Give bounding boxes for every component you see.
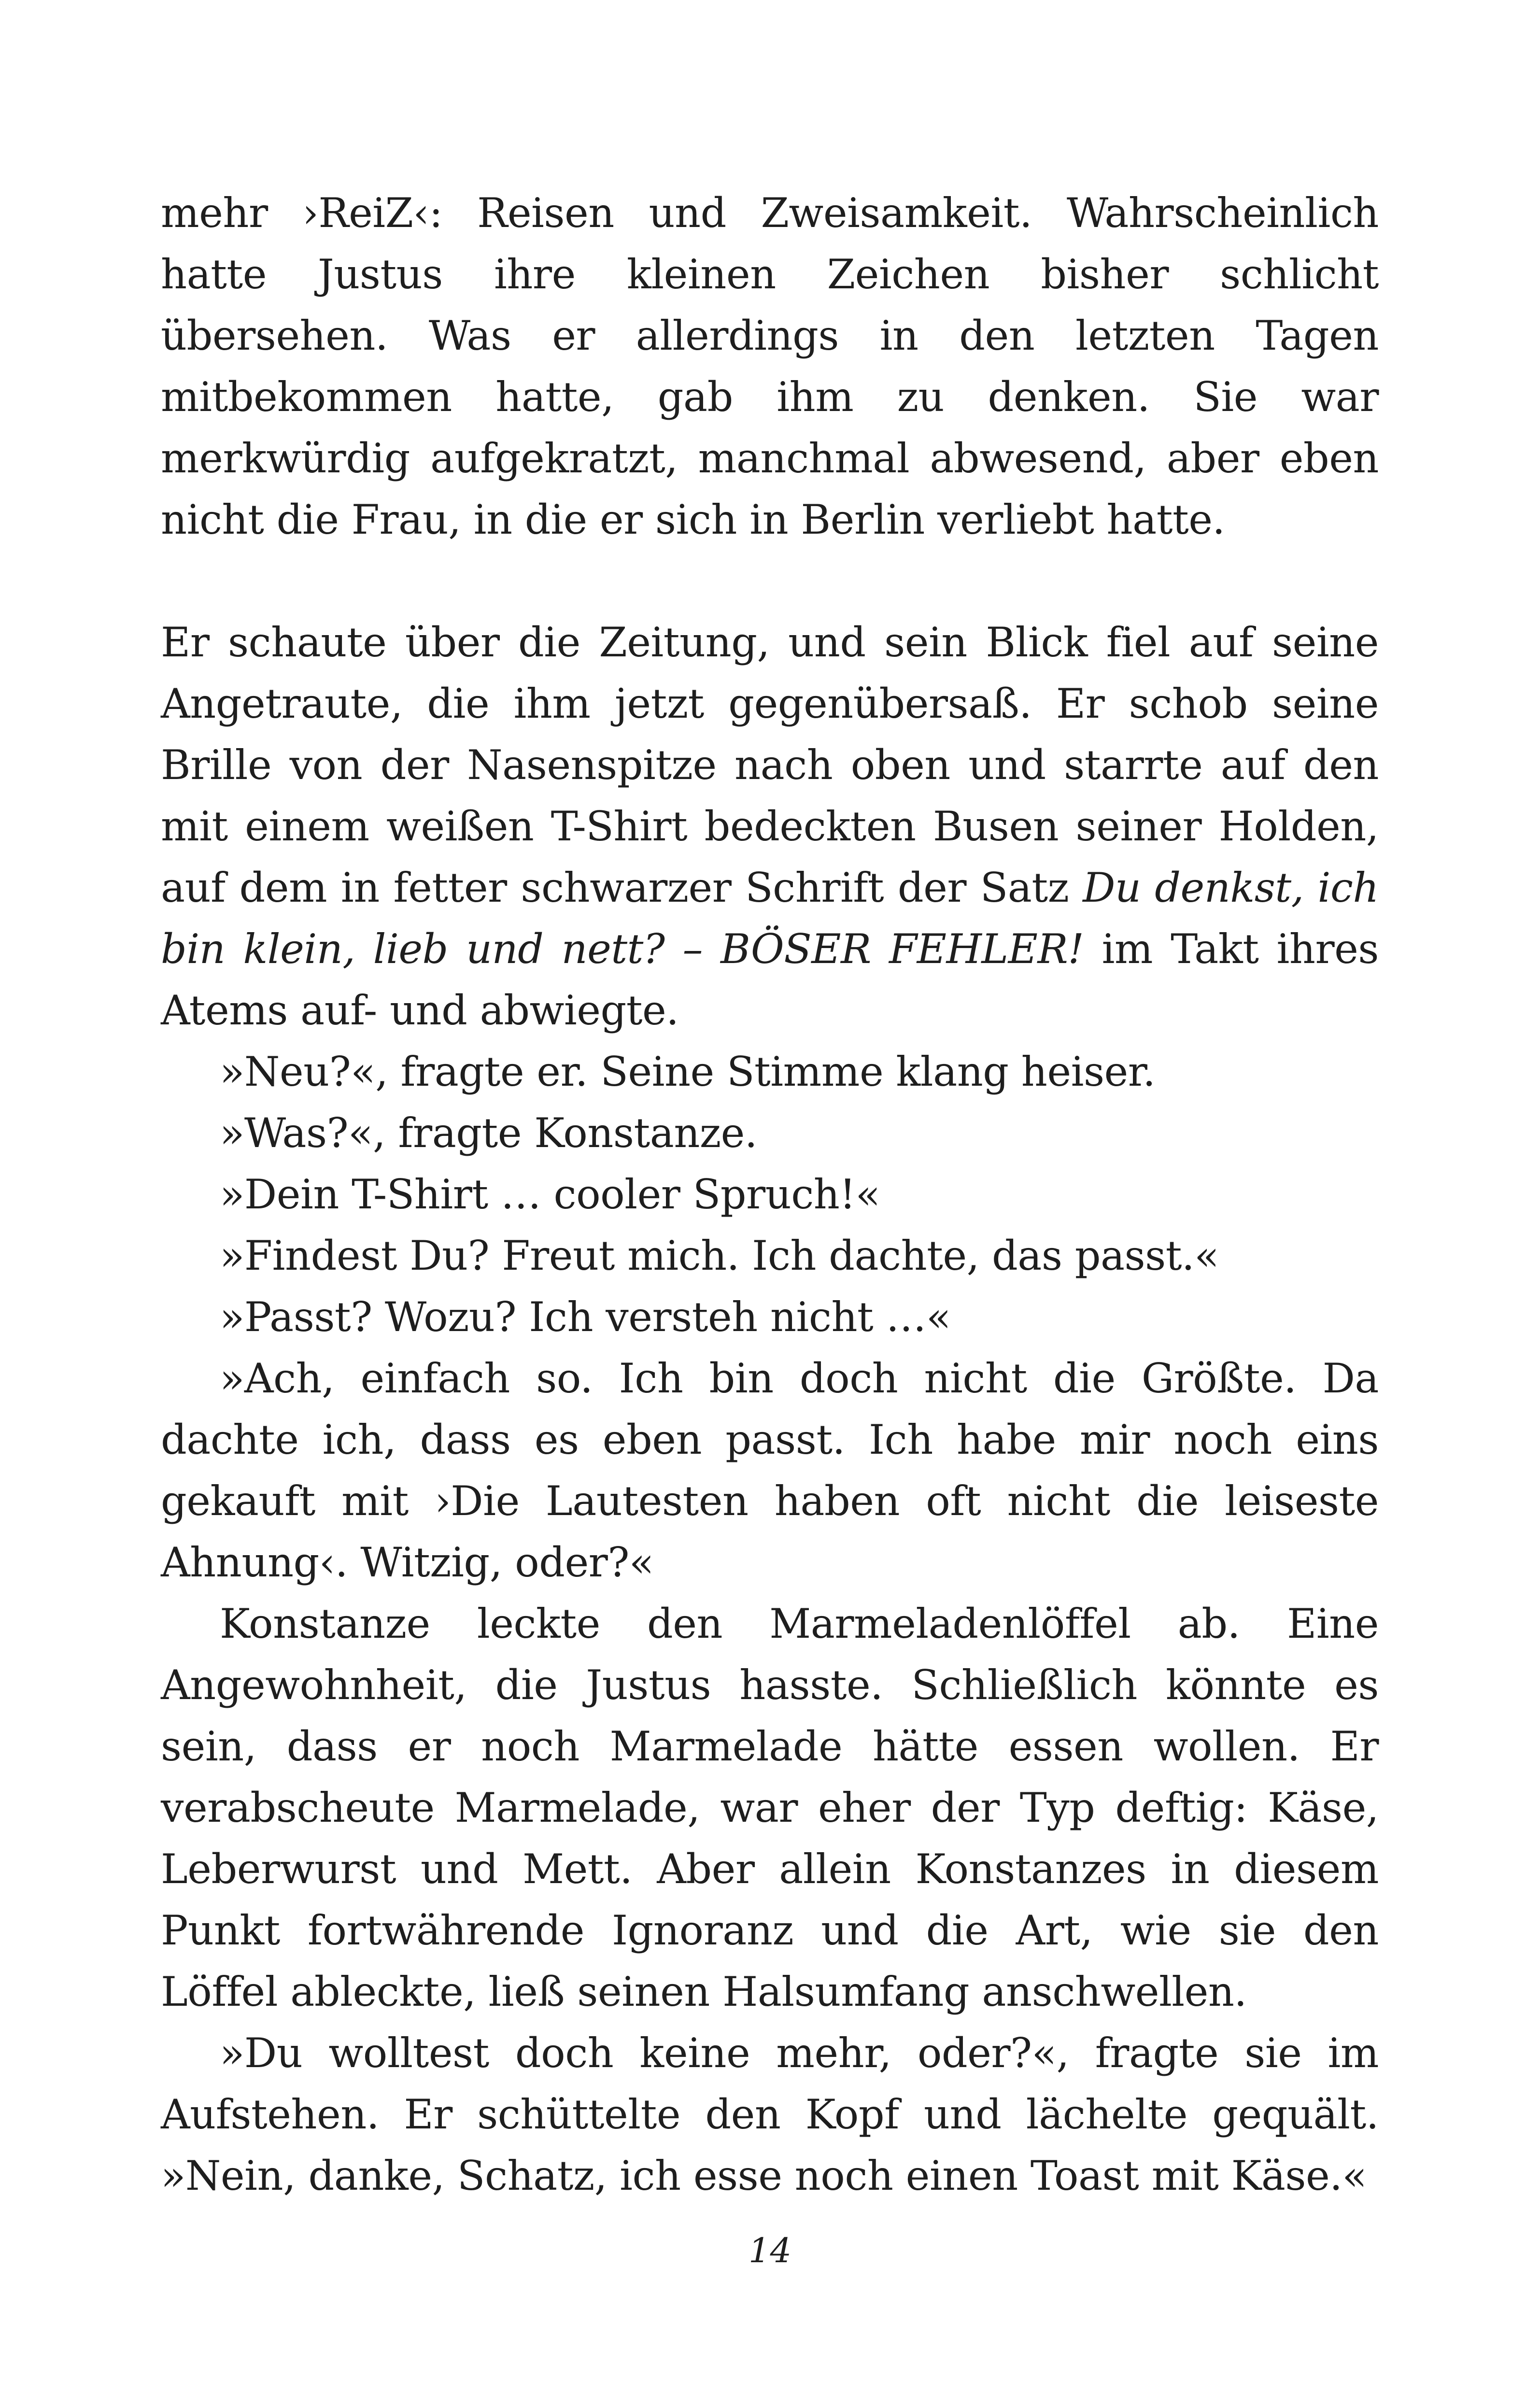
paragraph-3: Konstanze leckte den Marmeladenlöffel ab. Eine Angewohnheit, die Justus hasste. Schließlich könnte es sein, dass er noch Marmelade hätte essen wollen. Er verabscheute Marmelade, war eher der Typ deftig: Käse, Leberwurst und Mett. Aber allein Konstanzes in diesem Punkt fortwährende Ignoranz und die Art, wie sie den Löffel ableckte, ließ seinen Halsumfang anschwellen. <box>161 1600 1379 2015</box>
paragraph-2-text-end: im Takt ihres Atems auf- und abwiegte. <box>161 925 1379 1034</box>
paragraph-4: »Du wolltest doch keine mehr, oder?«, fragte sie im Aufstehen. Er schüttelte den Kopf und lächelte gequält. »Nein, danke, Schatz, ich esse noch einen Toast mit Käse.« <box>161 2029 1379 2199</box>
dialogue-line-1: »Neu?«, fragte er. Seine Stimme klang heiser. <box>220 1048 1156 1095</box>
paragraph-2 <box>161 612 1379 1041</box>
dialogue-line-4: »Findest Du? Freut mich. Ich dachte, das passt.« <box>220 1232 1219 1279</box>
dialogue-line-5: »Passt? Wozu? Ich versteh nicht …« <box>220 1293 951 1341</box>
body-text <box>161 183 1379 2207</box>
dialogue-line-6: »Ach, einfach so. Ich bin doch nicht die Größte. Da dachte ich, dass es eben passt. Ich habe mir noch eins gekauft mit ›Die Lautesten haben oft nicht die leiseste Ahnung‹. Witzig, oder?« <box>161 1355 1379 1586</box>
dialogue-line-3: »Dein T-Shirt … cooler Spruch!« <box>220 1171 880 1218</box>
page-number: 14 <box>748 2231 792 2270</box>
paragraph-2-text-start: Er schaute über die Zeitung, und sein Blick fiel auf seine Angetraute, die ihm jetzt gegenübersaß. Er schob seine Brille von der Nasenspitze nach oben und starrte auf den mit einem weißen T-Shirt bedeckten Busen seiner Holden, auf dem in fetter schwarzer Schrift der Satz <box>161 619 1379 911</box>
section-break <box>161 551 1379 612</box>
dialogue-line-2: »Was?«, fragte Konstanze. <box>220 1109 758 1157</box>
t-shirt-slogan: Du denkst, ich bin klein, lieb und nett? – BÖSER FEHLER! <box>161 864 1379 973</box>
paragraph-1: mehr ›ReiZ‹: Reisen und Zweisamkeit. Wahrscheinlich hatte Justus ihre kleinen Zeichen bisher schlicht übersehen. Was er allerdings in den letzten Tagen mitbekommen hatte, gab ihm zu denken. Sie war merkwürdig aufgekratzt, manchmal abwesend, aber eben nicht die Frau, in die er sich in Berlin verliebt hatte. <box>161 189 1379 543</box>
